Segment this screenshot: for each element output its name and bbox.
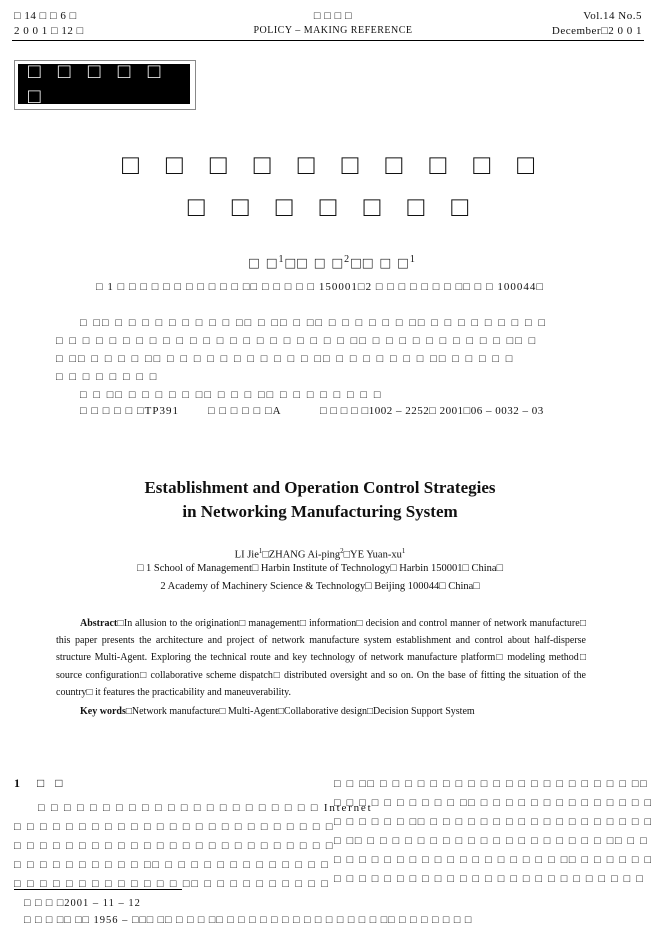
cn-abstract-line4: □ □ □ □ □ □ □ □	[56, 371, 159, 383]
section-title: □ □	[37, 776, 67, 790]
en-keywords	[80, 703, 586, 720]
cn-author-2: □□ □ □	[285, 255, 345, 273]
en-author-3-sup: 1	[401, 547, 406, 555]
en-author-1-sup: 1	[258, 547, 263, 555]
header-left-top: □ 14 □ □ 6 □	[14, 10, 77, 22]
body-right-line1: □ □ □□ □ □ □ □ □ □ □ □ □ □ □ □ □ □ □ □ □ □ □ □ □□	[334, 778, 649, 790]
en-author-2-sup: 2	[340, 547, 344, 555]
en-affiliation-line2: 2 Academy of Machinery Science & Technology□ Beijing 100044□ China□	[160, 581, 480, 592]
cn-keywords: □ □ □□ □ □ □ □ □ □□ □ □ □ □□ □ □ □ □ □ □ □ □	[80, 389, 383, 401]
cn-author-1: □ □	[249, 255, 279, 273]
en-author-1: LI Jie	[234, 549, 259, 561]
en-abstract	[56, 615, 586, 701]
body-left-line1: □ □ □ □ □ □ □ □ □ □ □ □ □ □ □ □ □ □ □ □ □ □ Internet	[38, 802, 373, 814]
document-code: □ □ □ □ □ □A	[208, 405, 282, 417]
body-right-line5: □ □ □ □ □ □ □ □ □ □ □ □ □ □ □ □ □ □ □□ □ □ □ □ □ □	[334, 854, 653, 866]
en-abstract-label: Abstract	[80, 618, 118, 629]
en-keywords-text: □Network manufacture□ Multi-Agent□Collaborative design□Decision Support System	[125, 706, 475, 717]
en-title-line1: Establishment and Operation Control Strategies	[144, 478, 496, 497]
header-left-bottom: 2 0 0 1 □ 12 □	[14, 25, 84, 37]
en-title-line2: in Networking Manufacturing System	[182, 502, 458, 521]
en-author-2: □ZHANG Ai-ping	[262, 549, 341, 561]
cn-title-line1: □ □ □ □ □ □ □ □ □ □	[121, 150, 545, 181]
body-right-line6: □ □ □ □ □ □ □ □ □ □ □ □ □ □ □ □ □ □ □ □ □ □ □ □ □	[334, 873, 645, 885]
cn-authors	[0, 254, 666, 273]
section-number: 1	[14, 776, 20, 790]
clc-number: □ □ □ □ □ □TP391	[80, 405, 179, 417]
footnote-received: □ □ □ □2001 – 11 – 12	[24, 898, 141, 909]
header-rule	[12, 40, 644, 41]
body-left-line2: □ □ □ □ □ □ □ □ □ □ □ □ □ □ □ □ □ □ □ □ □ □ □ □ □	[14, 821, 335, 833]
cn-abstract-line3: □ □□ □ □ □ □ □□ □ □ □ □ □ □ □ □ □ □ □ □□ □ □ □ □ □ □ □ □□ □ □ □ □ □	[56, 353, 515, 365]
section-heading	[14, 776, 67, 791]
footnote-rule	[14, 889, 182, 890]
en-author-3: □YE Yuan-xu	[343, 549, 402, 561]
body-right-line4: □ □□ □ □ □ □ □ □ □ □ □ □ □ □ □ □ □ □ □ □ □ □□ □ □	[334, 835, 649, 847]
en-keywords-label: Key words	[80, 706, 126, 717]
en-affiliation-line1: □ 1 School of Management□ Harbin Institute of Technology□ Harbin 150001□ China□	[137, 563, 503, 574]
header-right-bottom: December□2 0 0 1	[551, 25, 642, 37]
journal-name: POLICY – MAKING REFERENCE	[253, 25, 413, 36]
cn-affiliation: □ 1 □ □ □ □ □ □ □ □ □ □ □ □□ □ □ □ □ □ 150001□2 □ □ □ □ □ □ □ □□ □ □ 100044□	[95, 281, 545, 293]
body-right-line2: □ □ □ □ □ □ □ □ □ □ □□ □ □ □ □ □ □ □ □ □ □ □ □ □ □	[334, 797, 653, 809]
header-right-top: Vol.14 No.5	[583, 10, 642, 22]
cn-abstract-line1: □ □□ □ □ □ □ □ □ □ □ □ □□ □ □□ □ □□ □ □ □ □ □ □ □□ □ □ □ □ □ □ □ □ □	[80, 317, 548, 329]
cn-abstract-line2: □ □ □ □ □ □ □ □ □ □ □ □ □ □ □ □ □ □ □ □ □ □ □□ □ □ □ □ □ □ □ □ □ □ □□ □	[56, 335, 538, 347]
footnote-author-bio: □ □ □ □□ □□ 1956 – □□□ □□ □ □ □ □□ □ □ □ □ □ □ □ □ □ □ □ □ □ □ □□ □ □ □ □ □ □ □	[24, 915, 473, 926]
body-left-line5: □ □ □ □ □ □ □ □ □ □ □ □ □ □□ □ □ □ □ □ □ □ □ □ □	[14, 878, 330, 890]
body-left-line4: □ □ □ □ □ □ □ □ □ □ □□ □ □ □ □ □ □ □ □ □ □ □ □ □	[14, 859, 330, 871]
body-left-line3: □ □ □ □ □ □ □ □ □ □ □ □ □ □ □ □ □ □ □ □ □ □ □ □ □	[14, 840, 335, 852]
cn-author-3: □□ □ □	[351, 255, 410, 273]
cn-author-2-sup: 2	[344, 254, 352, 265]
cn-author-3-sup: 1	[409, 254, 417, 265]
cn-title-line2: □ □ □ □ □ □ □	[187, 192, 479, 223]
article-id: □ □ □ □ □1002 – 2252□ 2001□06 – 0032 – 03	[320, 405, 544, 417]
cn-author-1-sup: 1	[278, 254, 286, 265]
body-right-line3: □ □ □ □ □ □ □□ □ □ □ □ □ □ □ □ □ □ □ □ □ □ □ □ □ □	[334, 816, 653, 828]
en-abstract-text: □In allusion to the origination□ management□ information□ decision and control manner of network manufacture□ this paper presents the architecture and project of network manufacture system establishment and control about half-disperse structure Multi-Agent. Exploring the technical route and key technology of network manufacture platform□ modeling method□ source configuration□ collaborative scheme dispatch□ distributed oversight and so on. On the base of fitting the situation of the country□ it features the practicability and maneuverability.	[56, 618, 586, 698]
section-label: □ □ □ □ □ □	[18, 64, 190, 104]
header-center-top: □ □ □ □	[313, 10, 353, 22]
